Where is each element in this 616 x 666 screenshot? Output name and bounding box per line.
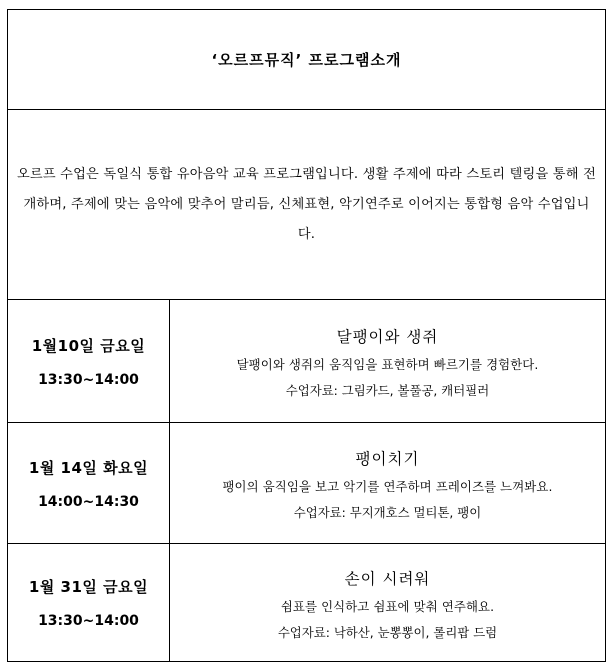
session-time: 13:30~14:00 <box>38 371 139 388</box>
session-row <box>8 300 605 423</box>
session-date: 1월10일 금요일 <box>31 336 146 355</box>
session-content <box>170 300 605 422</box>
session-schedule <box>8 423 170 543</box>
session-content <box>170 544 605 661</box>
session-content <box>170 423 605 543</box>
session-materials: 수업자료: 무지개호스 멀티톤, 팽이 <box>293 505 482 520</box>
session-schedule <box>8 544 170 661</box>
session-description: 팽이의 움직임을 보고 악기를 연주하며 프레이즈를 느껴봐요. <box>222 479 553 494</box>
program-table <box>7 9 606 662</box>
intro-text: 오르프 수업은 독일식 통합 유아음악 교육 프로그램입니다. 생활 주제에 따라 스토리 텔링을 통해 전개하며, 주제에 맞는 음악에 맞추어 말리듬, 신체표현, 악기연주로 이어지는 통합형 음악 수업입니다. <box>16 166 597 242</box>
session-date: 1월 31일 금요일 <box>28 578 149 596</box>
session-title: 달팽이와 생쥐 <box>336 328 439 346</box>
session-date: 1월 14일 화요일 <box>28 458 149 477</box>
session-materials: 수업자료: 낙하산, 눈뽕뽕이, 롤리팝 드럼 <box>277 624 498 640</box>
title-row <box>8 10 605 110</box>
session-schedule <box>8 300 170 422</box>
session-title: 손이 시려워 <box>344 569 431 588</box>
session-title: 팽이치기 <box>355 450 420 468</box>
session-time: 14:00~14:30 <box>38 493 139 510</box>
intro-row <box>8 110 605 300</box>
session-time: 13:30~14:00 <box>38 613 139 629</box>
session-description: 쉼표를 인식하고 쉼표에 맞춰 연주해요. <box>280 598 495 614</box>
session-materials: 수업자료: 그림카드, 볼풀공, 캐터필러 <box>285 383 490 398</box>
session-row <box>8 544 605 661</box>
session-row <box>8 423 605 544</box>
program-title: ‘오르프뮤직’ 프로그램소개 <box>211 51 402 69</box>
session-description: 달팽이와 생쥐의 움직임을 표현하며 빠르기를 경험한다. <box>236 357 539 372</box>
